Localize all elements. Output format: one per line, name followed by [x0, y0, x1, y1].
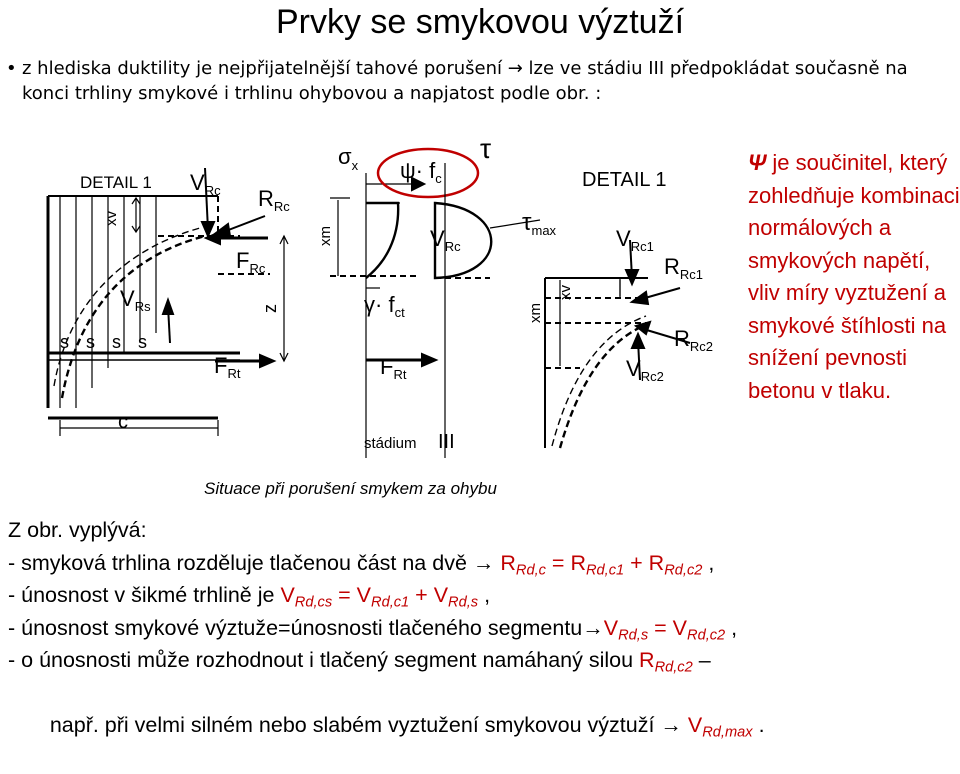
label-R-Rc2: $R_{Rc2}$: [674, 326, 713, 354]
label-stadium-num: III: [438, 431, 455, 453]
label-s-4: s: [138, 332, 147, 352]
label-psi-fc: $\psi\cdot f_c$: [400, 158, 442, 186]
label-xv-right: xv: [557, 285, 574, 301]
conclusion-heading: Z obr. vyplývá:: [8, 514, 958, 547]
label-xm-middle: xm: [317, 226, 334, 246]
line-2-formula: $V_{Rd,cs} = V_{Rd,c1} + V_{Rd,s}$: [280, 583, 478, 607]
line-5-text: např. při velmi silném nebo slabém vyztužení smykovou výztuží →: [32, 713, 688, 737]
psi-symbol: Ψ: [748, 150, 766, 175]
label-s-1: s: [60, 332, 69, 352]
conclusion-line-2: - únosnost v šikmé trhlině je $V_{Rd,cs} = V_{Rd,c1} + V_{Rd,s}$ ,: [8, 579, 958, 612]
label-gamma-fct: $\gamma\cdot f_{ct}$: [364, 292, 405, 320]
label-s-2: s: [86, 332, 95, 352]
conclusion-line-5: např. při velmi silném nebo slabém vyztužení smykovou výztuží → $V_{Rd,max}$ .: [8, 677, 958, 774]
label-stadium: stádium: [364, 435, 417, 452]
label-R-Rc: $R_{Rc}$: [258, 186, 290, 214]
detail-label-left: DETAIL 1: [80, 173, 152, 192]
intro-bullet: [6, 56, 956, 106]
bullet-dot: •: [6, 56, 17, 81]
figure-caption: Situace při porušení smykem za ohybu: [204, 479, 497, 498]
label-V-Rc-middle: $V_{Rc}$: [430, 226, 461, 254]
detail-label-right: DETAIL 1: [582, 169, 666, 191]
line-3-formula: $V_{Rd,s} = V_{Rd,c2}$: [604, 616, 725, 640]
label-sigma-x: $\sigma_x$: [338, 144, 359, 173]
line-1-text: - smyková trhlina rozděluje tlačenou část na dvě →: [8, 551, 500, 575]
label-R-Rc1: $R_{Rc1}$: [664, 254, 703, 282]
line-4-formula: $R_{Rd,c2}$: [639, 648, 693, 672]
label-xv-left: xv: [103, 211, 120, 227]
conclusion-line-1: - smyková trhlina rozděluje tlačenou část na dvě → $R_{Rd,c} = R_{Rd,c1} + R_{Rd,c2}$ ,: [8, 547, 958, 580]
conclusion-line-3: - únosnost smykové výztuže=únosnosti tlačeného $segmentu\to V_{Rd,s} = V_{Rd,c2}$ ,: [8, 612, 958, 645]
intro-bullet-text: z hlediska duktility je nejpřijatelnější tahové porušení → lze ve stádiu III předpokládat současně na konci trhliny smykové i trhlinu ohybovou a napjatost podle obr. :: [6, 56, 956, 106]
line-3-text: - únosnost smykové výztuže=únosnosti tlačeného segmentu→: [8, 616, 604, 640]
label-xm-right: xm: [527, 303, 544, 323]
line-5-formula: $V_{Rd,max}$: [688, 713, 753, 737]
psi-explanation-text: je součinitel, který zohledňuje kombinaci normálových a smykových napětí, vliv míry vyztužení a smykové štíhlosti na snížení pevnosti betonu v tlaku.: [748, 150, 960, 403]
label-V-Rc: $V_{Rc}$: [190, 170, 221, 198]
stress-diagrams: [330, 149, 540, 458]
line-2-text: - únosnost v šikmé trhlině je: [8, 583, 280, 607]
slide-title: Prvky se smykovou výztuží: [0, 2, 960, 42]
label-s-3: s: [112, 332, 121, 352]
line-4-text: - o únosnosti může rozhodnout i tlačený segment namáhaný silou: [8, 648, 639, 672]
label-z: z: [260, 304, 280, 313]
label-F-Rt-middle: $F_{Rt}$: [380, 354, 407, 382]
label-c: c: [118, 411, 128, 433]
conclusion-line-4: - o únosnosti může rozhodnout i tlačený segment namáhaný silou $R_{Rd,c2}$ –: [8, 644, 958, 677]
label-V-Rc1: $V_{Rc1}$: [616, 226, 654, 254]
label-V-Rs: $V_{Rs}$: [120, 286, 151, 314]
shear-failure-figure: [40, 128, 740, 513]
label-V-Rc2: $V_{Rc2}$: [626, 356, 664, 384]
label-F-Rc: $F_{Rc}$: [236, 248, 266, 276]
conclusions: [8, 514, 958, 774]
line-1-formula: $R_{Rd,c} = R_{Rd,c1} + R_{Rd,c2}$: [500, 551, 702, 575]
psi-explanation: [748, 147, 960, 407]
label-tau-max: $\tau_{max}$: [522, 209, 557, 238]
label-tau: τ: [480, 133, 491, 164]
left-beam-detail: [48, 168, 288, 436]
label-F-Rt-left: $F_{Rt}$: [214, 353, 241, 381]
